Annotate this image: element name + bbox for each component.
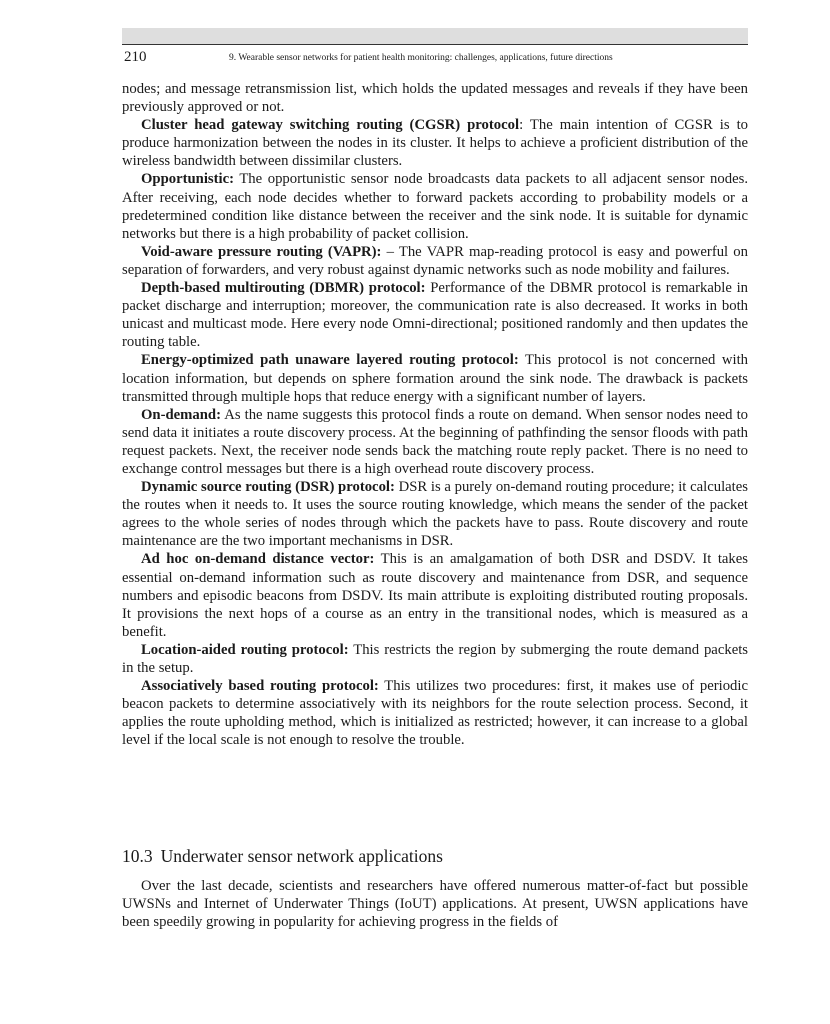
term-vapr: Void-aware pressure routing (VAPR): — [141, 243, 382, 260]
paragraph-location-aided — [122, 641, 748, 677]
term-opportunistic: Opportunistic: — [141, 171, 235, 188]
paragraph-aodv — [122, 550, 748, 640]
section-paragraph: Over the last decade, scientists and researchers have offered numerous matter-of-fact but possible UWSNs and Internet of Underwater Things (IoUT) applications. At present, UWSN applications have been speedily growing in popularity for achieving progress in the fields of — [122, 878, 748, 931]
paragraph-energy-optimized — [122, 351, 748, 405]
section-body — [122, 877, 748, 931]
paragraph-dsr — [122, 478, 748, 550]
paragraph-cgsr — [122, 116, 748, 170]
term-energy-optimized: Energy-optimized path unaware layered routing protocol: — [141, 352, 519, 369]
term-aodv: Ad hoc on-demand distance vector: — [141, 551, 375, 568]
term-location-aided: Location-aided routing protocol: — [141, 641, 349, 658]
text-location-aided: This restricts the region by submerging the route demand packets in the setup. — [122, 641, 749, 676]
text-aodv: This is an amalgamation of both DSR and DSDV. It takes essential on-demand information such as route discovery and maintenance from DSR, and sequence numbers and episodic beacons from DSDV. Its main attribute is exploiting distributed routing proposals. It provisions the next hops of a course as an entry in the transitional nodes, which is measured as a benefit. — [122, 551, 749, 640]
page-number: 210 — [124, 49, 147, 65]
paragraph-opportunistic — [122, 170, 748, 242]
intro-paragraph: nodes; and message retransmission list, which holds the updated messages and reveals if they have been previously approved or not. — [122, 81, 748, 116]
section-number: 10.3 — [122, 846, 153, 866]
text-on-demand: As the name suggests this protocol finds a route on demand. When sensor nodes need to send data it initiates a route discovery process. At the beginning of pathfinding the sensor floods with path request packets. Next, the receiver node sends back the matching route reply packet. There is no need to exchange control messages but there is a high overhead route discovery process. — [122, 406, 748, 477]
running-head: 9. Wearable sensor networks for patient health monitoring: challenges, applications, future directions — [229, 53, 613, 63]
text-cgsr: : The main intention of CGSR is to produce harmonization between the nodes in its cluster. It helps to achieve a proficient distribution of the wireless bandwidth between dissimilar clusters. — [122, 117, 749, 170]
header-band — [122, 28, 748, 44]
term-dsr: Dynamic source routing (DSR) protocol: — [141, 479, 395, 496]
text-dsr: DSR is a purely on-demand routing procedure; it calculates the routes when it needs to. It uses the source routing knowledge, which means the sender of the packet agrees to the whole series of nodes through which the packets have to pass. Route discovery and route maintenance are the two important mechanisms in DSR. — [122, 479, 748, 550]
body-text — [122, 80, 748, 749]
paragraph-associatively — [122, 677, 748, 749]
section-heading — [122, 845, 748, 867]
paragraph-dbmr — [122, 279, 748, 351]
paragraph-on-demand — [122, 406, 748, 478]
term-on-demand: On-demand: — [141, 406, 221, 423]
text-opportunistic: The opportunistic sensor node broadcasts data packets to all adjacent sensor nodes. After receiving, each node decides whether to forward packets according to probability models or a predetermined condition like distance between the receiver and the sink node. It is suitable for dynamic networks but there is a high probability of packet collision. — [122, 171, 748, 242]
text-associatively: This utilizes two procedures: first, it makes use of periodic beacon packets to determine associatively with its neighbors for the route selection process. Second, it applies the route upholding method, which is initialized as restricted; however, it can increase to a global level if the local scale is not enough to resolve the trouble. — [122, 678, 748, 749]
section-title: Underwater sensor network applications — [160, 846, 443, 866]
text-vapr: – The VAPR map-reading protocol is easy and powerful on separation of forwarders, and very robust against dynamic networks such as node mobility and failures. — [122, 243, 748, 278]
term-associatively: Associatively based routing protocol: — [141, 678, 379, 695]
text-dbmr: Performance of the DBMR protocol is remarkable in packet discharge and interruption; moreover, the communication rate is also decreased. It works in both unicast and multicast mode. Here every node Omni-directional; positioned randomly and then updates the routing table. — [122, 280, 749, 351]
term-dbmr: Depth-based multirouting (DBMR) protocol: — [141, 280, 426, 297]
header-rule — [122, 44, 748, 45]
paragraph-vapr — [122, 243, 748, 279]
term-cgsr: Cluster head gateway switching routing (CGSR) protocol — [141, 117, 520, 134]
text-energy-optimized: This protocol is not concerned with location information, but depends on sphere formation around the sink node. The drawback is packets transmitted through multiple hops that reduce energy with a significant number of layers. — [122, 352, 748, 405]
